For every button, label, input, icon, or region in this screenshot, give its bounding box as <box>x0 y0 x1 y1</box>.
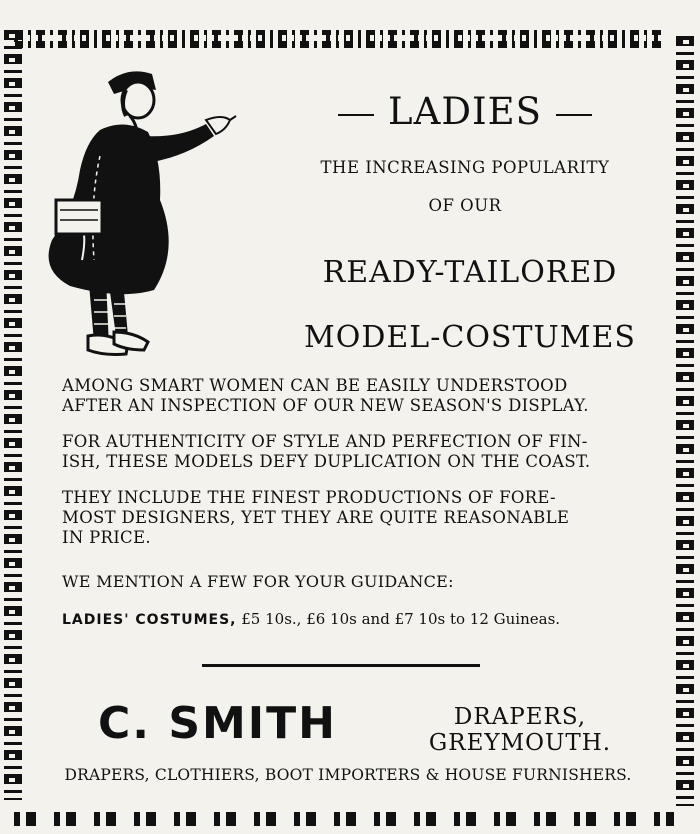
divider-rule <box>202 664 480 667</box>
headline-dash-left <box>338 114 374 116</box>
paragraph-1 <box>62 376 637 416</box>
trade-line-2: GREYMOUTH. <box>428 730 612 756</box>
ornamental-border-top <box>14 30 666 48</box>
firm-name: C. SMITH <box>98 698 338 749</box>
gentleman-figure-icon <box>30 60 240 370</box>
guidance-line: WE MENTION A FEW FOR YOUR GUIDANCE: <box>62 572 454 591</box>
trade-line-1: DRAPERS, <box>453 704 587 730</box>
price-line <box>62 610 642 628</box>
ornamental-border-bottom <box>14 812 674 826</box>
paragraph-line: MOST DESIGNERS, YET THEY ARE QUITE REASONABLE <box>62 508 570 527</box>
headline-text: LADIES <box>388 90 542 133</box>
paragraph-3 <box>62 488 637 548</box>
paragraph-line: FOR AUTHENTICITY OF STYLE AND PERFECTION OF FIN- <box>62 432 588 451</box>
footer-tagline: DRAPERS, CLOTHIERS, BOOT IMPORTERS & HOUSE FURNISHERS. <box>64 766 632 784</box>
headline-dash-right <box>556 114 592 116</box>
paragraph-line: IN PRICE. <box>62 528 151 547</box>
paragraph-line: AFTER AN INSPECTION OF OUR NEW SEASON'S DISPLAY. <box>62 396 589 415</box>
subheading-2: OF OUR <box>428 196 502 215</box>
title-line-2: MODEL-COSTUMES <box>304 320 636 355</box>
paragraph-line: ISH, THESE MODELS DEFY DUPLICATION ON THE COAST. <box>62 452 591 471</box>
headline <box>320 90 610 133</box>
prices-text: £5 10s., £6 10s and £7 10s to 12 Guineas. <box>241 610 561 628</box>
paragraph-2 <box>62 432 637 472</box>
title-line-1: READY-TAILORED <box>322 255 618 290</box>
ornamental-border-left <box>4 30 22 800</box>
ornamental-border-right <box>676 36 694 806</box>
subheading-1: THE INCREASING POPULARITY <box>320 158 610 177</box>
paragraph-line: THEY INCLUDE THE FINEST PRODUCTIONS OF FORE- <box>62 488 556 507</box>
paragraph-line: AMONG SMART WOMEN CAN BE EASILY UNDERSTOOD <box>62 376 568 395</box>
prices-label: LADIES' COSTUMES, <box>62 612 237 628</box>
trade-location <box>420 704 620 756</box>
